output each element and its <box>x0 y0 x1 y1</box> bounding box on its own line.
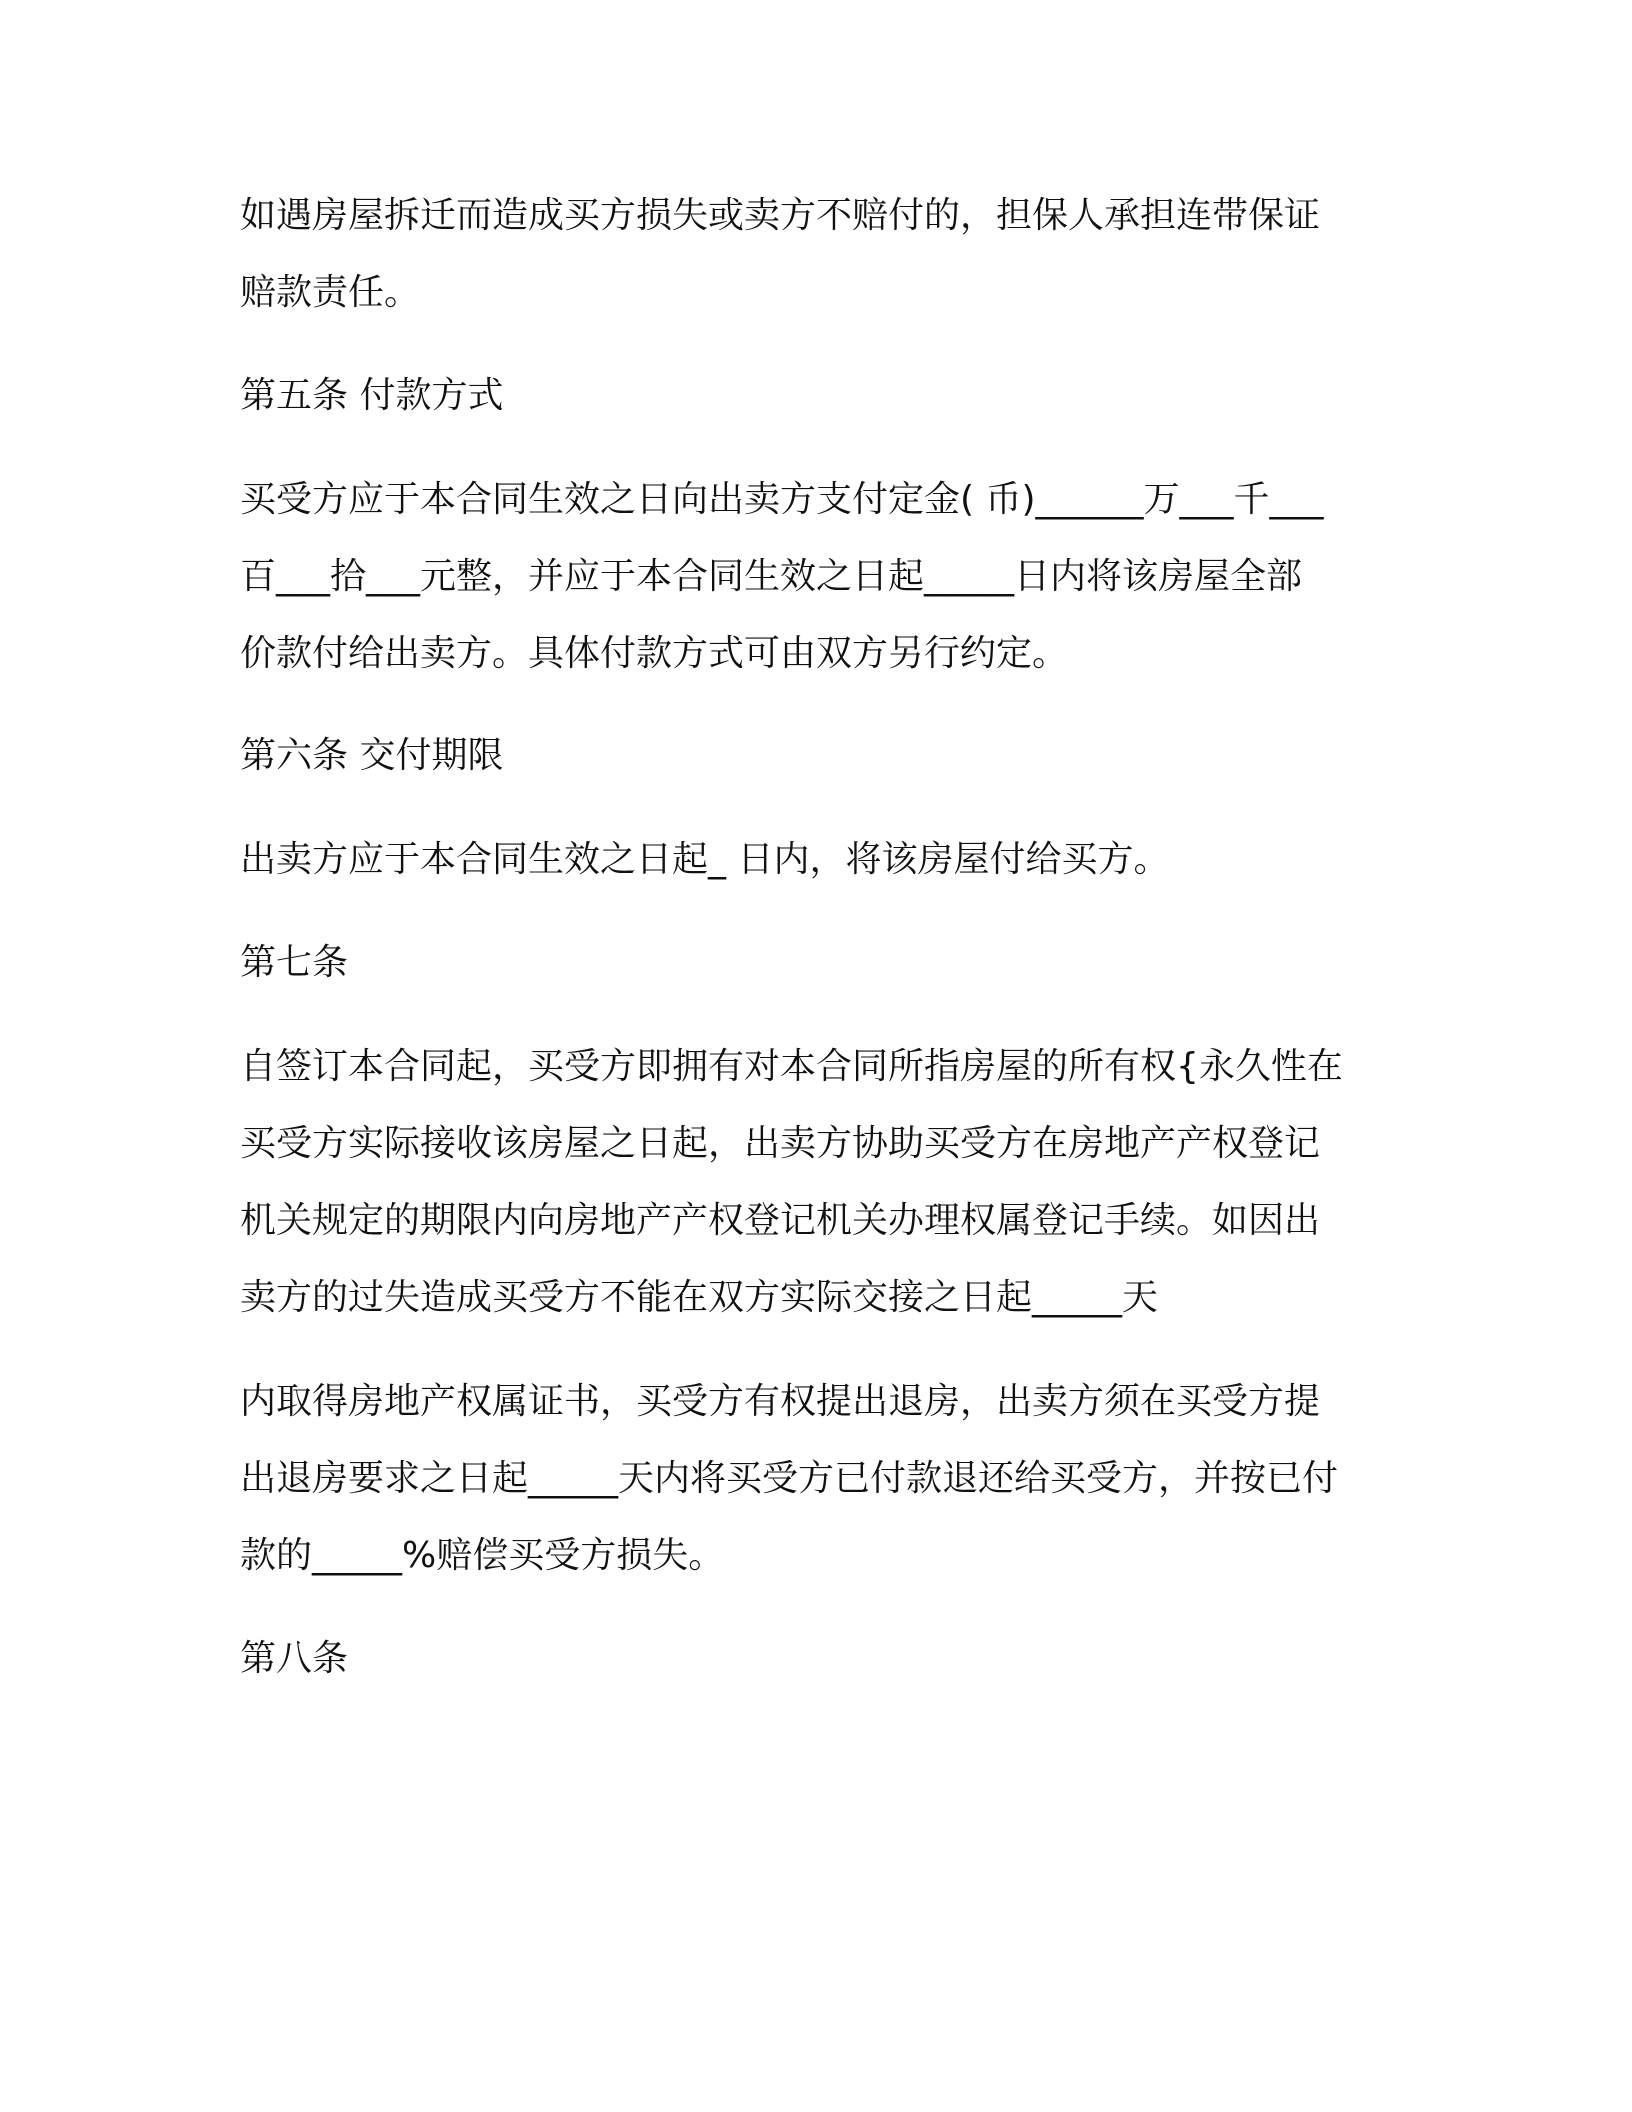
clause-seven-heading: 第七条 <box>240 942 349 983</box>
clause-six-heading: 第六条 交付期限 <box>240 735 504 776</box>
clause-seven-text-line-2: 买受方实际接收该房屋之日起，出卖方协助买受方在房地产产权登记 <box>240 1123 1321 1164</box>
clause-four-text-line-1: 如遇房屋拆迁而造成买方损失或卖方不赔付的，担保人承担连带保证 <box>240 195 1321 236</box>
clause-seven-text-line-7: 款的_____%赔偿买受方损失。 <box>240 1535 725 1576</box>
clause-five-text-line-1: 买受方应于本合同生效之日向出卖方支付定金( 币)______万___千___ <box>240 479 1324 520</box>
clause-seven-text-line-1: 自签订本合同起，买受方即拥有对本合同所指房屋的所有权{永久性在 <box>240 1046 1343 1087</box>
clause-five-text-line-3: 价款付给出卖方。具体付款方式可由双方另行约定。 <box>240 633 1069 674</box>
clause-eight-heading: 第八条 <box>240 1638 349 1679</box>
clause-seven-text-line-4: 卖方的过失造成买受方不能在双方实际交接之日起_____天 <box>240 1277 1159 1318</box>
clause-seven-text-line-5: 内取得房地产权属证书，买受方有权提出退房，出卖方须在买受方提 <box>240 1381 1321 1422</box>
clause-five-heading: 第五条 付款方式 <box>240 375 504 416</box>
clause-five-text-line-2: 百___拾___元整，并应于本合同生效之日起_____日内将该房屋全部 <box>240 556 1303 597</box>
clause-seven-text-line-3: 机关规定的期限内向房地产产权登记机关办理权属登记手续。如因出 <box>240 1200 1321 1241</box>
clause-seven-text-line-6: 出退房要求之日起_____天内将买受方已付款退还给买受方，并按已付 <box>240 1458 1339 1499</box>
clause-four-text-line-2: 赔款责任。 <box>240 272 421 313</box>
clause-six-text-line-1: 出卖方应于本合同生效之日起_ 日内，将该房屋付给买方。 <box>240 839 1170 880</box>
